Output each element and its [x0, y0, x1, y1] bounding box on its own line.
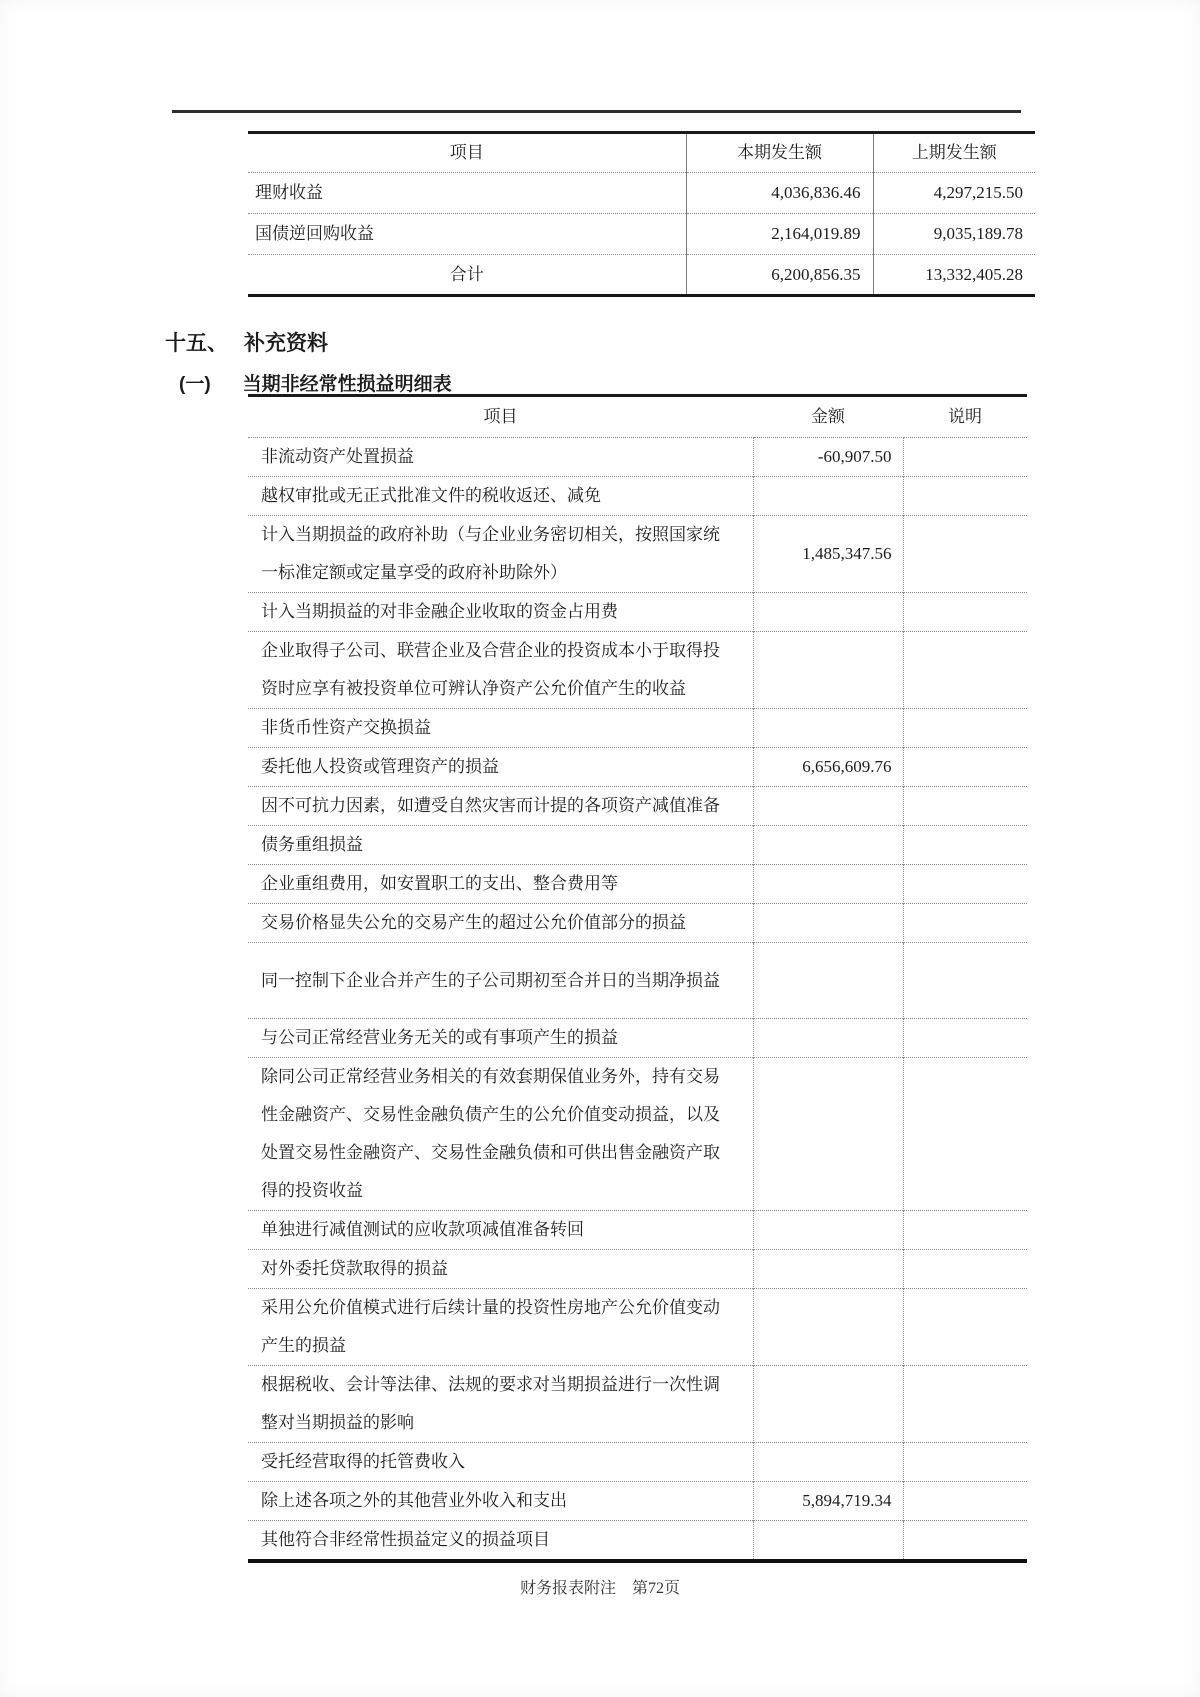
note-cell	[903, 1521, 1027, 1562]
note-cell	[903, 1443, 1027, 1482]
income-table-body	[248, 173, 1035, 255]
amount-cell	[753, 477, 903, 516]
amount-cell	[753, 865, 903, 904]
item-cell: 非货币性资产交换损益	[248, 709, 753, 748]
amount-cell: 5,894,719.34	[753, 1482, 903, 1521]
income-table-header-row	[248, 133, 1035, 173]
table-row	[248, 1289, 1027, 1366]
income-table	[248, 131, 1035, 297]
item-cell: 同一控制下企业合并产生的子公司期初至合并日的当期净损益	[248, 943, 753, 1019]
item-cell: 计入当期损益的政府补助（与企业业务密切相关，按照国家统一标准定额或定量享受的政府补助除外）	[248, 516, 753, 593]
total-row	[248, 255, 1035, 296]
item-cell: 除同公司正常经营业务相关的有效套期保值业务外，持有交易性金融资产、交易性金融负债产生的公允价值变动损益，以及处置交易性金融资产、交易性金融负债和可供出售金融资产取得的投资收益	[248, 1058, 753, 1211]
amount-cell	[753, 1521, 903, 1562]
item-cell: 债务重组损益	[248, 826, 753, 865]
income-table-total-body	[248, 255, 1035, 296]
detail-table-body	[248, 438, 1027, 1562]
total-label: 合计	[248, 255, 686, 296]
item-cell: 企业重组费用，如安置职工的支出、整合费用等	[248, 865, 753, 904]
detail-table	[248, 394, 1027, 1563]
column-header-amount: 金额	[753, 396, 903, 438]
item-cell: 受托经营取得的托管费收入	[248, 1443, 753, 1482]
note-cell	[903, 1482, 1027, 1521]
note-cell	[903, 709, 1027, 748]
table-row	[248, 904, 1027, 943]
table-row	[248, 516, 1027, 593]
amount-cell	[753, 826, 903, 865]
table-row	[248, 709, 1027, 748]
section-number: 十五、	[165, 332, 228, 355]
column-header-item: 项目	[248, 396, 753, 438]
table-row	[248, 826, 1027, 865]
table-row	[248, 1482, 1027, 1521]
item-cell: 国债逆回购收益	[248, 214, 686, 255]
note-cell	[903, 1058, 1027, 1211]
item-cell: 交易价格显失公允的交易产生的超过公允价值部分的损益	[248, 904, 753, 943]
amount-cell	[753, 904, 903, 943]
item-cell: 越权审批或无正式批准文件的税收返还、减免	[248, 477, 753, 516]
note-cell	[903, 865, 1027, 904]
table-row	[248, 1211, 1027, 1250]
table-row	[248, 1521, 1027, 1562]
total-current-value: 6,200,856.35	[686, 255, 873, 296]
item-cell: 委托他人投资或管理资产的损益	[248, 748, 753, 787]
item-cell: 与公司正常经营业务无关的或有事项产生的损益	[248, 1019, 753, 1058]
column-header-note: 说明	[903, 396, 1027, 438]
header-rule	[172, 110, 1021, 113]
note-cell	[903, 826, 1027, 865]
amount-cell	[753, 1443, 903, 1482]
table-row	[248, 865, 1027, 904]
note-cell	[903, 632, 1027, 709]
item-cell: 除上述各项之外的其他营业外收入和支出	[248, 1482, 753, 1521]
amount-cell	[753, 1250, 903, 1289]
amount-cell: 6,656,609.76	[753, 748, 903, 787]
table-row	[248, 1443, 1027, 1482]
amount-cell	[753, 943, 903, 1019]
item-cell: 采用公允价值模式进行后续计量的投资性房地产公允价值变动产生的损益	[248, 1289, 753, 1366]
amount-cell	[753, 593, 903, 632]
section-heading	[165, 327, 328, 357]
amount-cell	[753, 787, 903, 826]
note-cell	[903, 1289, 1027, 1366]
subsection-number: (一)	[179, 374, 211, 395]
table-row	[248, 1366, 1027, 1443]
note-cell	[903, 477, 1027, 516]
item-cell: 其他符合非经常性损益定义的损益项目	[248, 1521, 753, 1562]
total-prior-value: 13,332,405.28	[873, 255, 1035, 296]
table-row	[248, 632, 1027, 709]
amount-cell	[753, 632, 903, 709]
page-footer: 财务报表附注 第72页	[519, 1580, 680, 1597]
amount-cell	[753, 1366, 903, 1443]
note-cell	[903, 943, 1027, 1019]
amount-cell	[753, 1058, 903, 1211]
amount-cell	[753, 709, 903, 748]
column-header-item: 项目	[248, 133, 686, 173]
note-cell	[903, 1211, 1027, 1250]
table-row	[248, 748, 1027, 787]
item-cell: 非流动资产处置损益	[261, 447, 414, 466]
item-cell: 企业取得子公司、联营企业及合营企业的投资成本小于取得投资时应享有被投资单位可辨认净资产公允价值产生的收益	[248, 632, 753, 709]
amount-cell	[753, 1019, 903, 1058]
prior-period-cell: 9,035,189.78	[873, 214, 1035, 255]
item-cell: 对外委托贷款取得的损益	[248, 1250, 753, 1289]
subsection-title: 当期非经常性损益明细表	[242, 374, 452, 395]
amount-cell: 1,485,347.56	[753, 516, 903, 593]
table-row	[248, 173, 1035, 214]
note-cell	[903, 516, 1027, 593]
item-cell: 计入当期损益的对非金融企业收取的资金占用费	[248, 593, 753, 632]
note-cell	[903, 1366, 1027, 1443]
note-cell	[903, 904, 1027, 943]
table-row	[248, 477, 1027, 516]
amount-cell	[753, 1211, 903, 1250]
note-cell	[903, 1019, 1027, 1058]
item-cell: 单独进行减值测试的应收款项减值准备转回	[248, 1211, 753, 1250]
column-header-current-period: 本期发生额	[686, 133, 873, 173]
current-period-cell: 2,164,019.89	[686, 214, 873, 255]
note-cell	[903, 787, 1027, 826]
table-row	[248, 943, 1027, 1019]
note-cell	[903, 438, 1027, 477]
note-cell	[903, 593, 1027, 632]
item-cell: 理财收益	[255, 183, 323, 202]
table-row	[248, 593, 1027, 632]
table-row	[248, 1019, 1027, 1058]
table-row	[248, 1250, 1027, 1289]
prior-period-cell: 4,297,215.50	[873, 173, 1035, 214]
table-row	[248, 1058, 1027, 1211]
current-period-cell: 4,036,836.46	[686, 173, 873, 214]
amount-cell: -60,907.50	[753, 438, 903, 477]
section-title: 补充资料	[244, 332, 328, 355]
subsection-heading	[179, 369, 452, 396]
note-cell	[903, 748, 1027, 787]
detail-table-header-row	[248, 396, 1027, 438]
amount-cell	[753, 1289, 903, 1366]
item-cell: 根据税收、会计等法律、法规的要求对当期损益进行一次性调整对当期损益的影响	[248, 1366, 753, 1443]
column-header-prior-period: 上期发生额	[873, 133, 1035, 173]
note-cell	[903, 1250, 1027, 1289]
table-row	[248, 438, 1027, 477]
item-cell: 因不可抗力因素，如遭受自然灾害而计提的各项资产减值准备	[248, 787, 753, 826]
table-row	[248, 787, 1027, 826]
table-row	[248, 214, 1035, 255]
